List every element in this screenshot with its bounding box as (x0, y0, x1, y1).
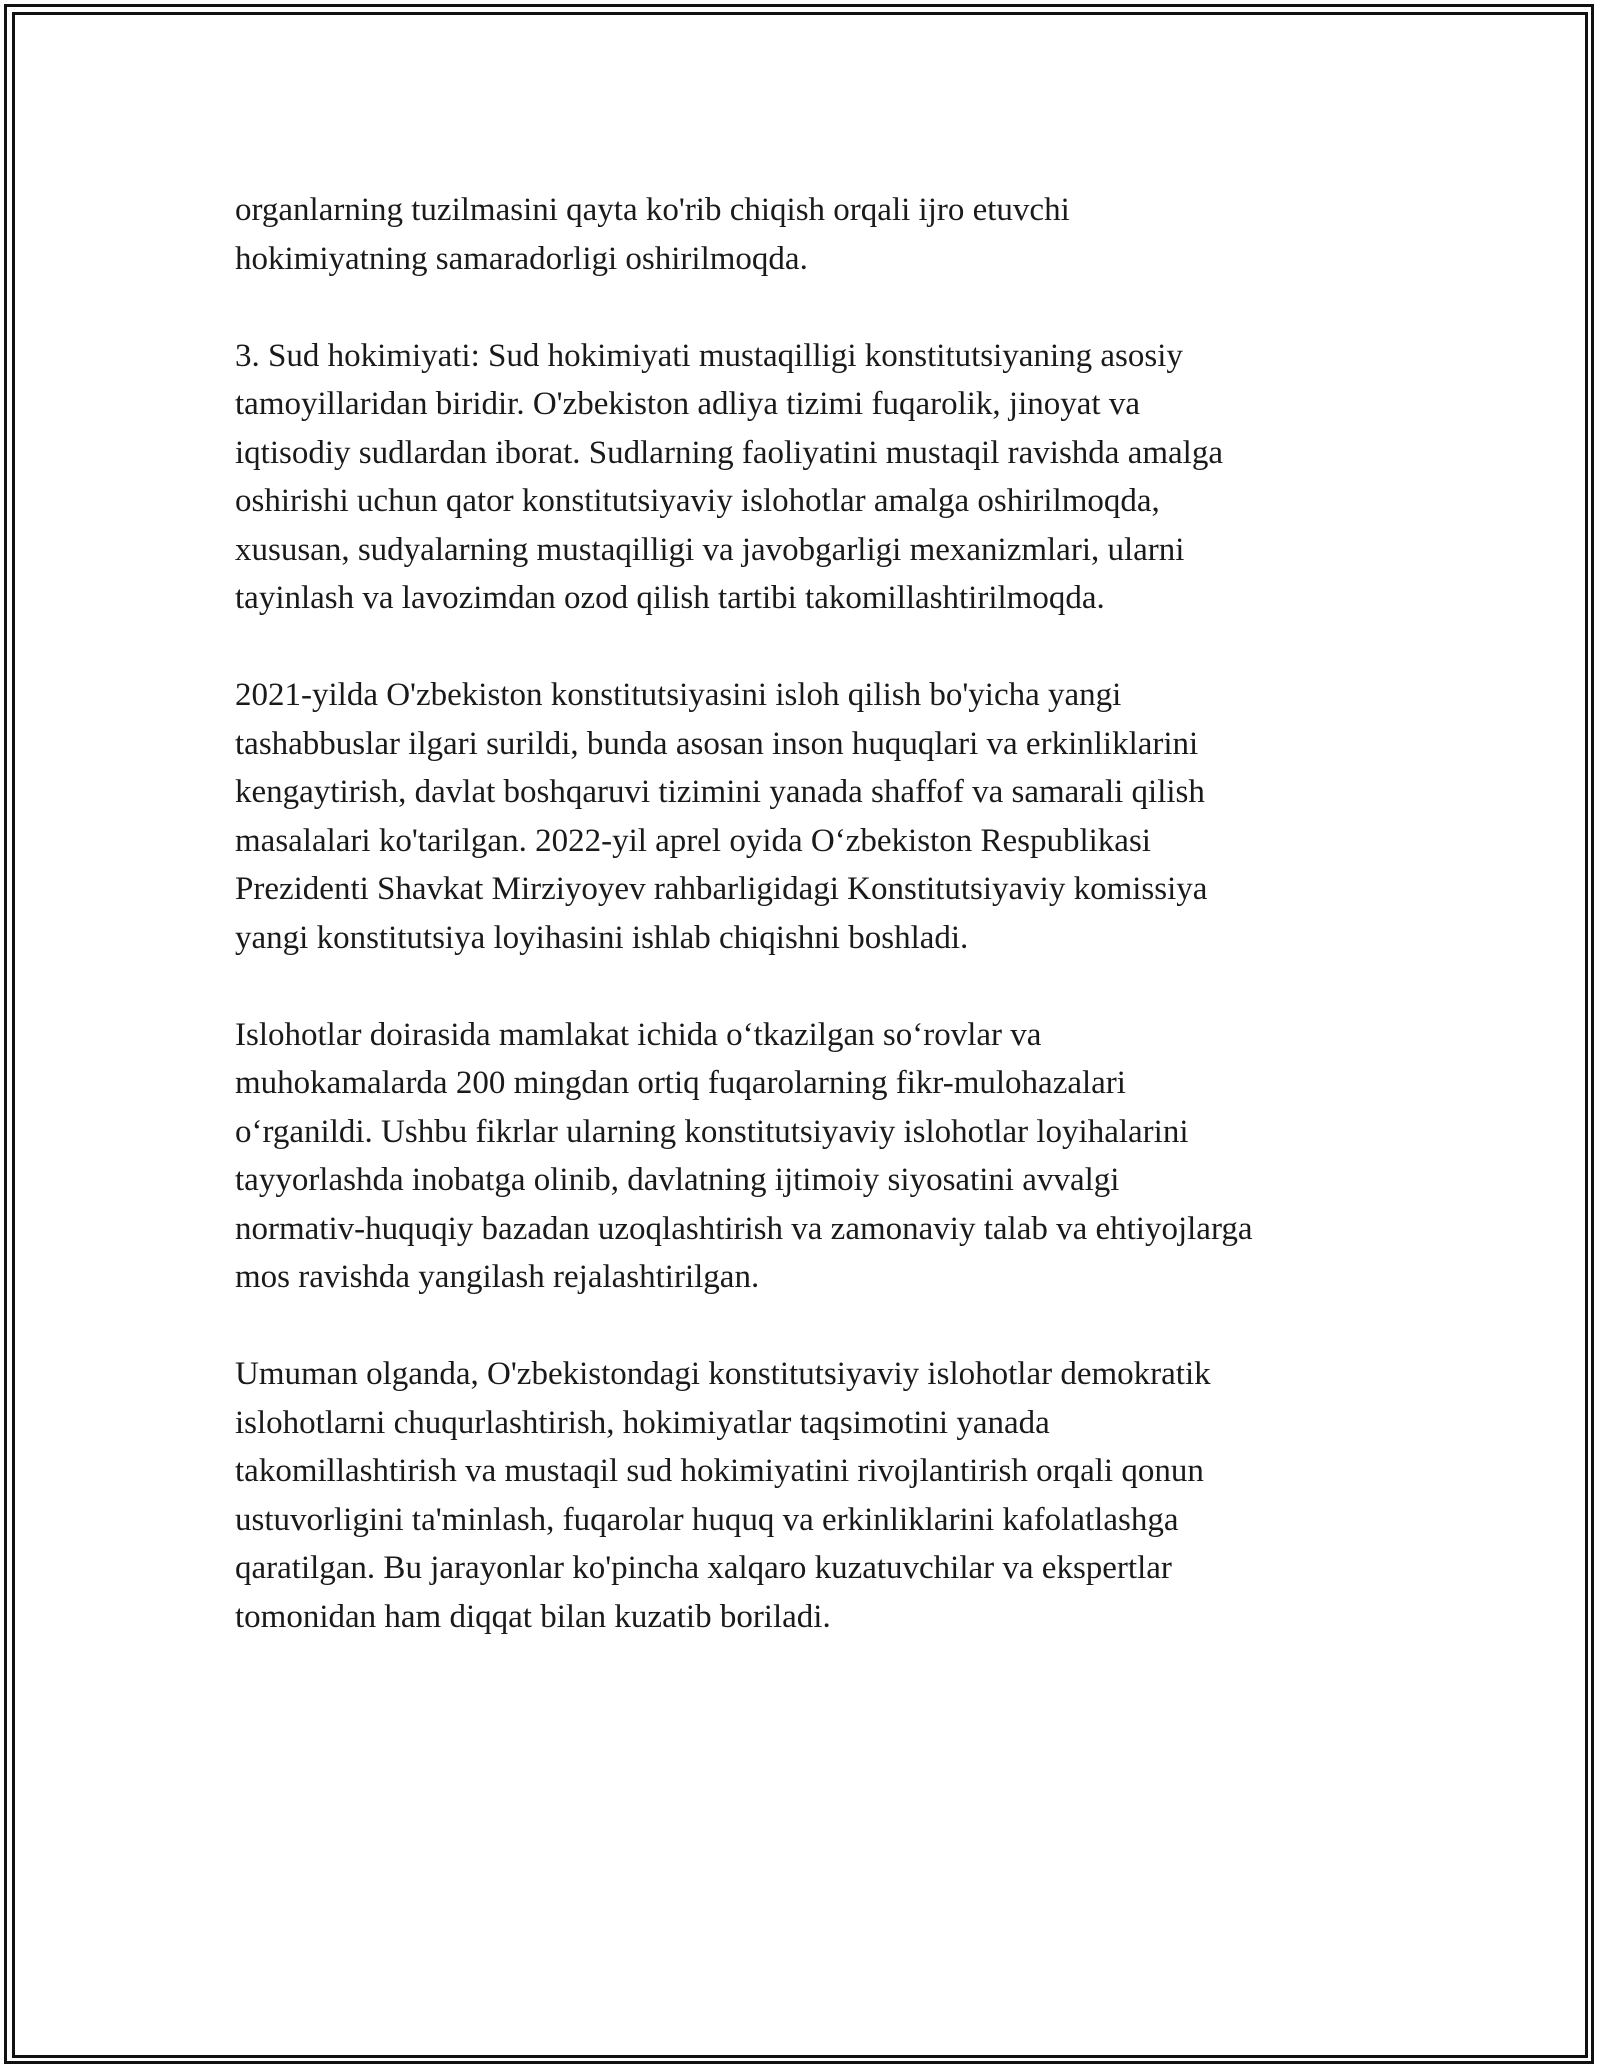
text-line: qaratilgan. Bu jarayonlar ko'pincha xalqaro kuzatuvchilar va ekspertlar (235, 1550, 1172, 1586)
text-line: 3. Sud hokimiyati: Sud hokimiyati mustaqilligi konstitutsiyaning asosiy (235, 337, 1183, 374)
text-line: tamoyillaridan biridir. O'zbekiston adliya tizimi fuqarolik, jinoyat va (235, 386, 1140, 422)
text-line: oshirishi uchun qator konstitutsiyaviy islohotlar amalga oshirilmoqda, (235, 483, 1160, 519)
paragraph-executive-continued (235, 186, 1385, 283)
text-line: xususan, sudyalarning mustaqilligi va javobgarligi mexanizmlari, ularni (235, 531, 1185, 568)
text-line: Prezidenti Shavkat Mirziyoyev rahbarligidagi Konstitutsiyaviy komissiya (235, 871, 1208, 907)
text-line: takomillashtirish va mustaqil sud hokimiyatini rivojlantirish orqali qonun (235, 1453, 1204, 1489)
paragraph-2021-reforms (235, 671, 1385, 962)
text-line: yangi konstitutsiya loyihasini ishlab chiqishni boshladi. (235, 919, 969, 956)
text-line: masalalari ko'tarilgan. 2022-yil aprel oyida Oʻzbekiston Respublikasi (235, 822, 1151, 859)
text-line: Umuman olganda, O'zbekistondagi konstitutsiyaviy islohotlar demokratik (235, 1356, 1211, 1392)
paragraph-judicial-power (235, 332, 1385, 623)
text-line: oʻrganildi. Ushbu fikrlar ularning konstitutsiyaviy islohotlar loyihalarini (235, 1113, 1189, 1150)
text-line: tomonidan ham diqqat bilan kuzatib boriladi. (235, 1598, 831, 1635)
text-line: tayyorlashda inobatga olinib, davlatning ijtimoiy siyosatini avvalgi (235, 1162, 1120, 1198)
text-line: kengaytirish, davlat boshqaruvi tizimini yanada shaffof va samarali qilish (235, 774, 1205, 810)
text-line: tashabbuslar ilgari surildi, bunda asosan inson huquqlari va erkinliklarini (235, 725, 1199, 762)
text-line: normativ-huquqiy bazadan uzoqlashtirish va zamonaviy talab va ehtiyojlarga (235, 1210, 1253, 1247)
text-line: Islohotlar doirasida mamlakat ichida oʻtkazilgan soʻrovlar va (235, 1016, 1042, 1053)
document-body (235, 186, 1385, 1690)
paragraph-public-surveys (235, 1011, 1385, 1302)
paragraph-conclusion (235, 1350, 1385, 1641)
text-line: mos ravishda yangilash rejalashtirilgan. (235, 1259, 760, 1295)
text-line: tayinlash va lavozimdan ozod qilish tartibi takomillashtirilmoqda. (235, 580, 1105, 616)
text-line: 2021-yilda O'zbekiston konstitutsiyasini isloh qilish bo'yicha yangi (235, 677, 1122, 713)
text-line: hokimiyatning samaradorligi oshirilmoqda. (235, 240, 808, 277)
text-line: iqtisodiy sudlardan iborat. Sudlarning faoliyatini mustaqil ravishda amalga (235, 434, 1223, 471)
text-line: organlarning tuzilmasini qayta ko'rib chiqish orqali ijro etuvchi (235, 192, 1070, 228)
text-line: islohotlarni chuqurlashtirish, hokimiyatlar taqsimotini yanada (235, 1404, 1050, 1441)
text-line: ustuvorligini ta'minlash, fuqarolar huquq va erkinliklarini kafolatlashga (235, 1501, 1179, 1538)
text-line: muhokamalarda 200 mingdan ortiq fuqarolarning fikr-mulohazalari (235, 1065, 1126, 1101)
